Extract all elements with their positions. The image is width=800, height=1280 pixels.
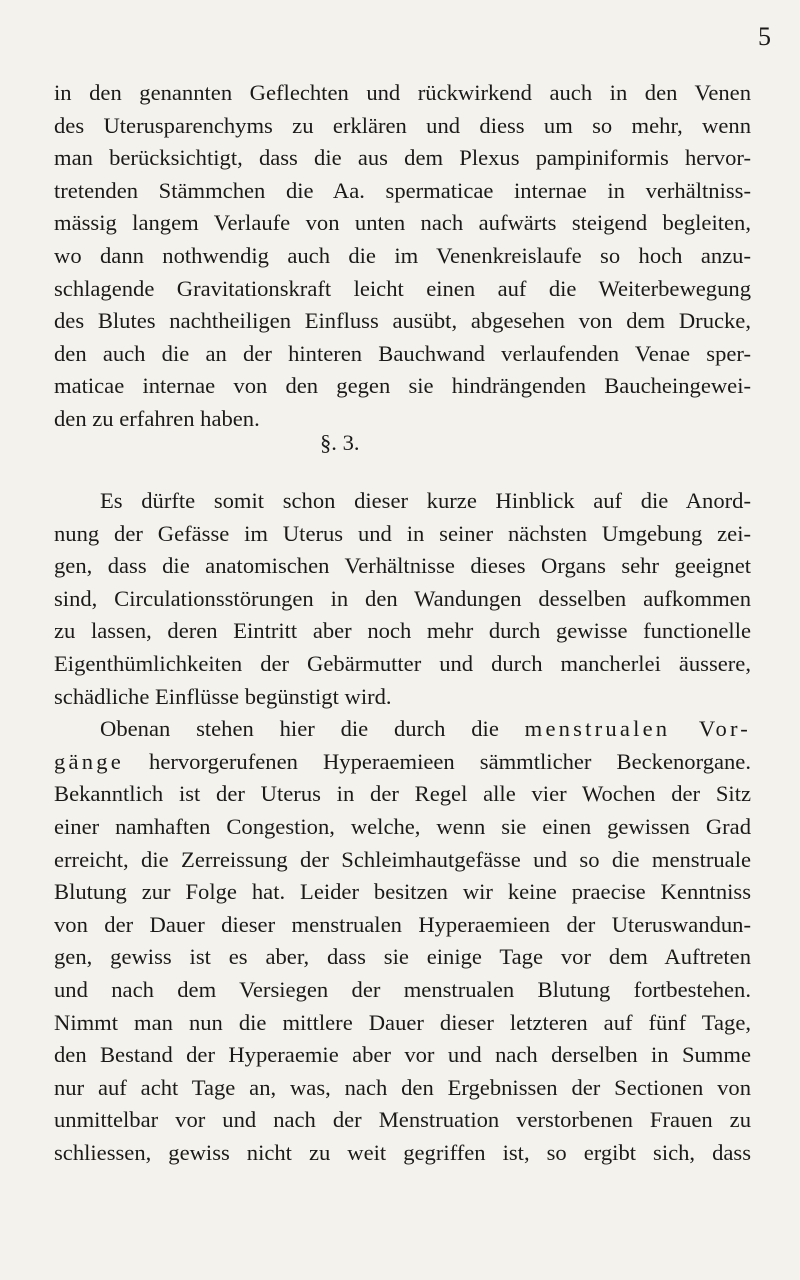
- text-line: sind, Circulationsstörungen in den Wandungen desselben aufkommen: [54, 585, 751, 611]
- text-line: in den genannten Geflechten und rückwirkend auch in den Venen: [54, 80, 751, 105]
- text-run: Obenan stehen hier die durch die: [100, 716, 525, 742]
- text-line: erreicht, die Zerreissung der Schleimhautgefässe und so die menstruale: [54, 846, 751, 872]
- text-line: den auch die an der hinteren Bauchwand verlaufenden Venae sper-: [54, 340, 751, 366]
- text-line: Es dürfte somit schon dieser kurze Hinblick auf die Anord-: [100, 488, 751, 513]
- section-heading: §. 3.: [320, 430, 360, 455]
- text-line: zu lassen, deren Eintritt aber noch mehr durch gewisse functionelle: [54, 618, 751, 644]
- text-line: man berücksichtigt, dass die aus dem Plexus pampiniformis hervor-: [54, 145, 751, 171]
- text-line: wo dann nothwendig auch die im Venenkreislaufe so hoch anzu-: [54, 242, 751, 268]
- spaced-emphasis: gänge: [54, 748, 124, 774]
- text-line: den Bestand der Hyperaemie aber vor und nach derselben in Summe: [54, 1042, 751, 1068]
- text-line: Nimmt man nun die mittlere Dauer dieser letzteren auf fünf Tage,: [54, 1009, 751, 1035]
- text-line: [54, 713, 751, 746]
- text-line: schädliche Einflüsse begünstigt wird.: [54, 683, 392, 709]
- text-line: tretenden Stämmchen die Aa. spermaticae internae in verhältniss-: [54, 177, 751, 203]
- spaced-emphasis: menstrualen Vor-: [524, 716, 751, 742]
- text-line: [54, 746, 751, 779]
- paragraph-continued: [54, 77, 751, 436]
- text-line: von der Dauer dieser menstrualen Hyperaemieen der Uteruswandun-: [54, 911, 751, 937]
- text-line: schlagende Gravitationskraft leicht einen auf die Weiterbewegung: [54, 275, 751, 301]
- text-line: schliessen, gewiss nicht zu weit gegriffen ist, so ergibt sich, dass: [54, 1139, 751, 1165]
- text-line: Blutung zur Folge hat. Leider besitzen wir keine praecise Kenntniss: [54, 879, 751, 905]
- text-line: maticae internae von den gegen sie hindrängenden Baucheingewei-: [54, 373, 751, 399]
- text-line: nur auf acht Tage an, was, nach den Ergebnissen der Sectionen von: [54, 1074, 751, 1100]
- text-line: und nach dem Versiegen der menstrualen Blutung fortbestehen.: [54, 976, 751, 1002]
- text-line: einer namhaften Congestion, welche, wenn sie einen gewissen Grad: [54, 813, 751, 839]
- text-line: des Blutes nachtheiligen Einfluss ausübt, abgesehen von dem Drucke,: [54, 308, 751, 334]
- text-line: unmittelbar vor und nach der Menstruation verstorbenen Frauen zu: [54, 1107, 751, 1133]
- text-line: des Uterusparenchyms zu erklären und diess um so mehr, wenn: [54, 112, 751, 138]
- page-number: 5: [758, 22, 771, 51]
- text-line: Eigenthümlichkeiten der Gebärmutter und durch mancherlei äussere,: [54, 650, 751, 676]
- text-line: nung der Gefässe im Uterus und in seiner nächsten Umgebung zei-: [54, 520, 751, 546]
- text-line: gen, dass die anatomischen Verhältnisse dieses Organs sehr geeignet: [54, 553, 751, 579]
- paragraph-section-3: [54, 485, 751, 1169]
- text-run: hervorgerufenen Hyperaemieen sämmtlicher Beckenorgane.: [123, 748, 751, 774]
- text-line: den zu erfahren haben.: [54, 405, 260, 431]
- text-line: Bekanntlich ist der Uterus in der Regel alle vier Wochen der Sitz: [54, 781, 751, 807]
- text-line: gen, gewiss ist es aber, dass sie einige Tage vor dem Auftreten: [54, 944, 751, 970]
- text-line: mässig langem Verlaufe von unten nach aufwärts steigend begleiten,: [54, 210, 751, 236]
